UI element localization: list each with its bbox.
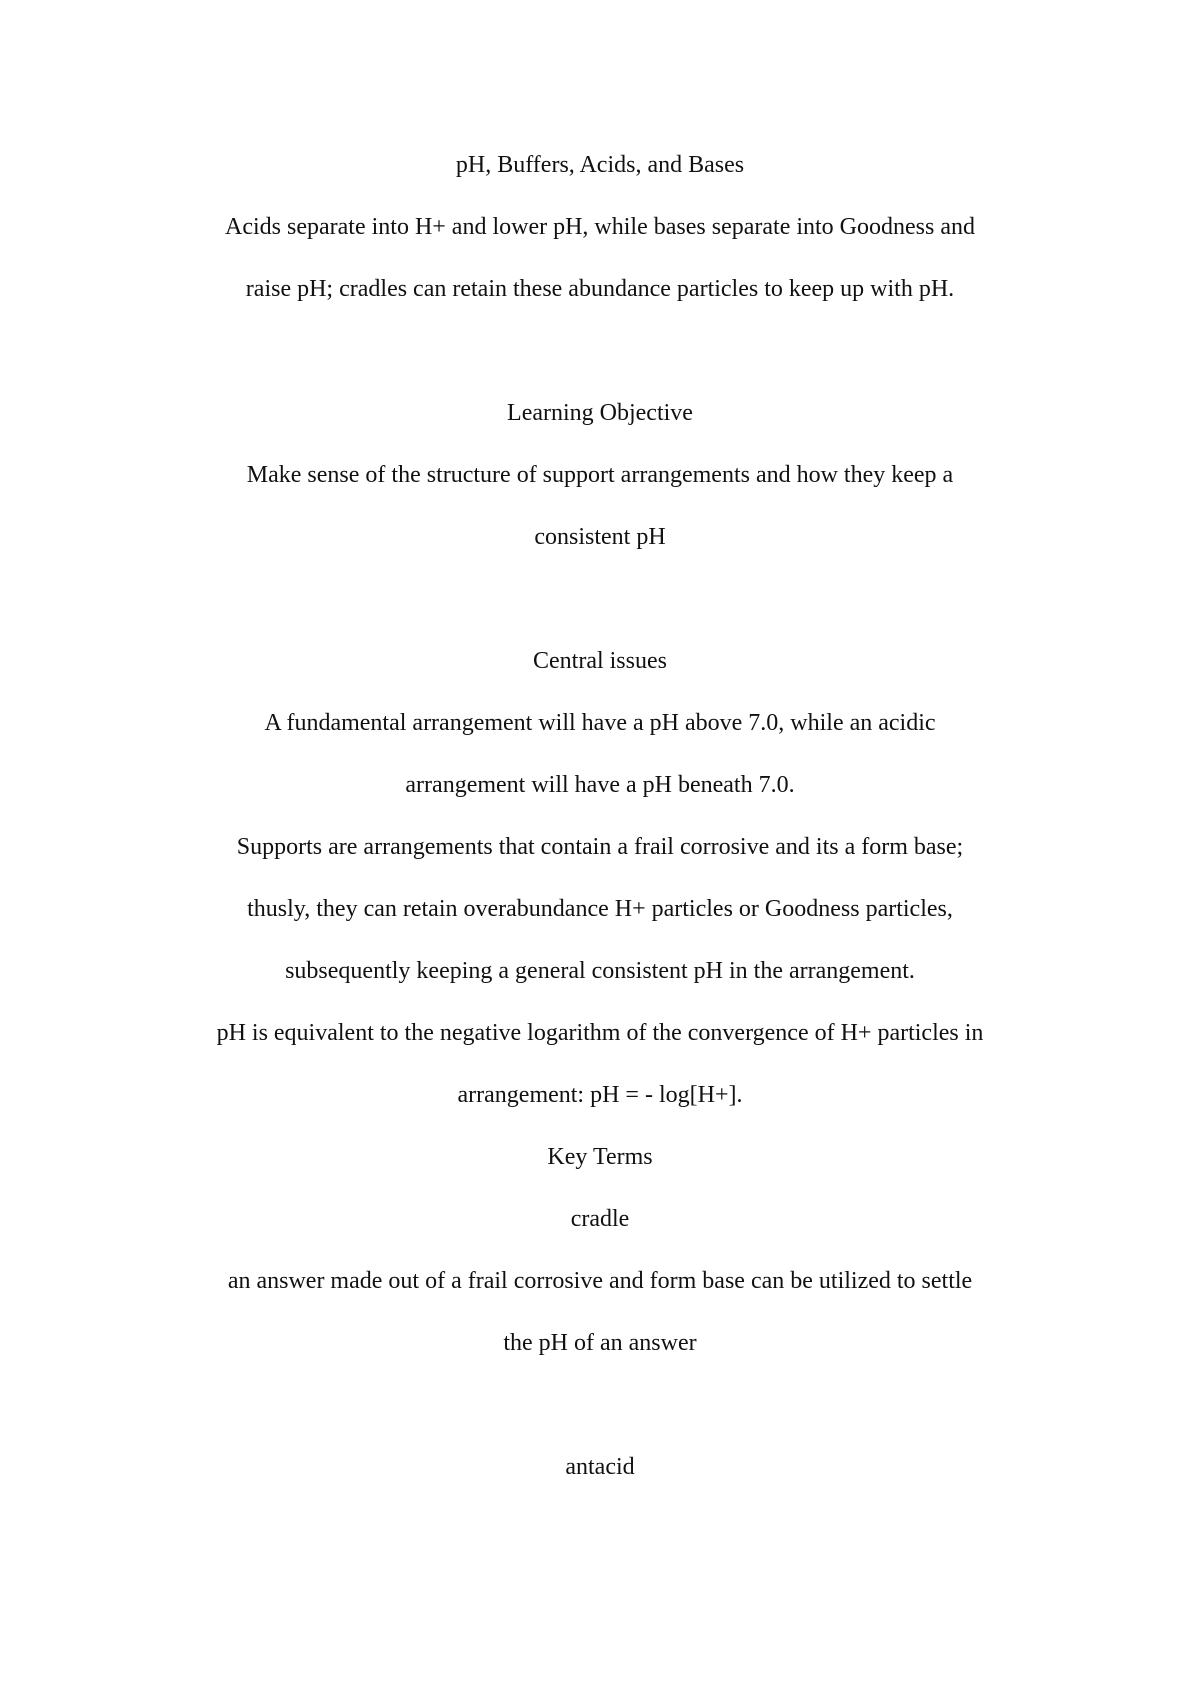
central-issues-p3-line-1: pH is equivalent to the negative logarithm of the convergence of H+ particles in	[216, 1020, 984, 1046]
learning-objective-heading: Learning Objective	[507, 400, 693, 426]
intro-line-2: raise pH; cradles can retain these abundance particles to keep up with pH.	[245, 276, 955, 302]
central-issues-p3-line-2: arrangement: pH = - log[H+].	[457, 1082, 743, 1108]
page-title: pH, Buffers, Acids, and Bases	[455, 152, 745, 178]
key-term-cradle-definition-line-1: an answer made out of a frail corrosive and form base can be utilized to settle	[227, 1268, 973, 1294]
central-issues-p1-line-2: arrangement will have a pH beneath 7.0.	[405, 772, 795, 798]
key-term-antacid: antacid	[565, 1454, 635, 1480]
learning-objective-line-1: Make sense of the structure of support arrangements and how they keep a	[246, 462, 954, 488]
key-term-cradle: cradle	[570, 1206, 630, 1232]
central-issues-p1-line-1: A fundamental arrangement will have a pH above 7.0, while an acidic	[264, 710, 936, 736]
key-terms-heading: Key Terms	[547, 1144, 653, 1170]
central-issues-p2-line-1: Supports are arrangements that contain a frail corrosive and its a form base;	[236, 834, 964, 860]
intro-line-1: Acids separate into H+ and lower pH, while bases separate into Goodness and	[225, 214, 975, 240]
learning-objective-line-2: consistent pH	[534, 524, 666, 550]
central-issues-p2-line-3: subsequently keeping a general consistent pH in the arrangement.	[285, 958, 915, 984]
central-issues-p2-line-2: thusly, they can retain overabundance H+ particles or Goodness particles,	[247, 896, 953, 922]
central-issues-heading: Central issues	[533, 648, 667, 674]
key-term-cradle-definition-line-2: the pH of an answer	[503, 1330, 697, 1356]
